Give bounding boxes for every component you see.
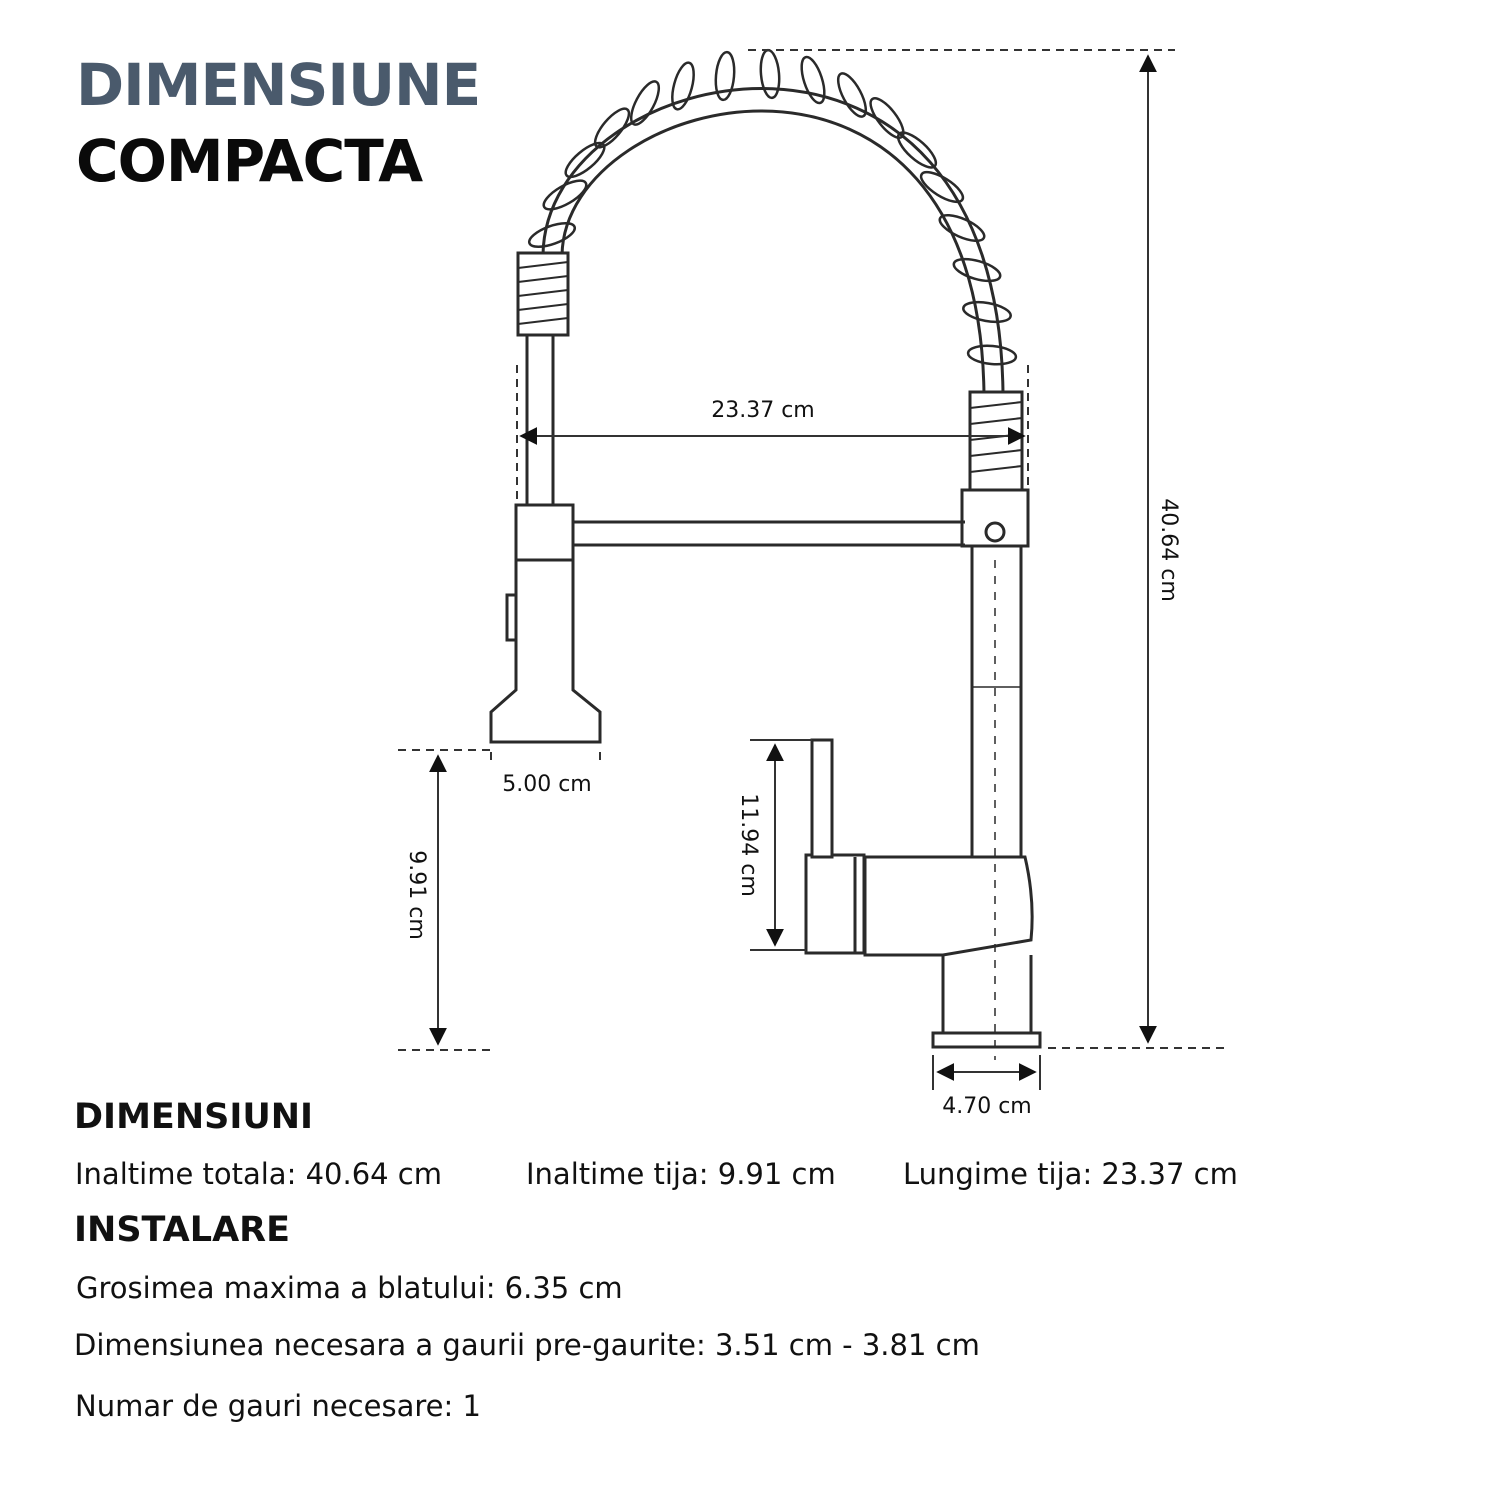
spec-max-counter-thickness: Grosimea maxima a blatului: 6.35 cm [76,1271,623,1305]
label-total-height: 40.64 cm [1156,498,1181,602]
label-handle-height: 11.94 cm [736,793,761,897]
title-line-1: DIMENSIUNE [76,51,481,119]
label-spout-reach: 23.37 cm [711,398,815,423]
label-base-width: 4.70 cm [942,1094,1032,1119]
spec-spout-height: Inaltime tija: 9.91 cm [526,1157,836,1191]
spec-spout-length: Lungime tija: 23.37 cm [903,1157,1238,1191]
spec-hole-size: Dimensiunea necesara a gaurii pre-gaurite: 3.51 cm - 3.81 cm [74,1328,980,1362]
faucet-outline [491,49,1040,1060]
heading-instalare: INSTALARE [74,1210,291,1250]
heading-dimensiuni: DIMENSIUNI [74,1097,314,1137]
label-spout-height: 9.91 cm [404,850,429,940]
label-sprayer-width: 5.00 cm [502,772,592,797]
title-line-2: COMPACTA [76,127,423,195]
spec-holes-required: Numar de gauri necesare: 1 [75,1389,481,1423]
spec-total-height: Inaltime totala: 40.64 cm [75,1157,443,1191]
